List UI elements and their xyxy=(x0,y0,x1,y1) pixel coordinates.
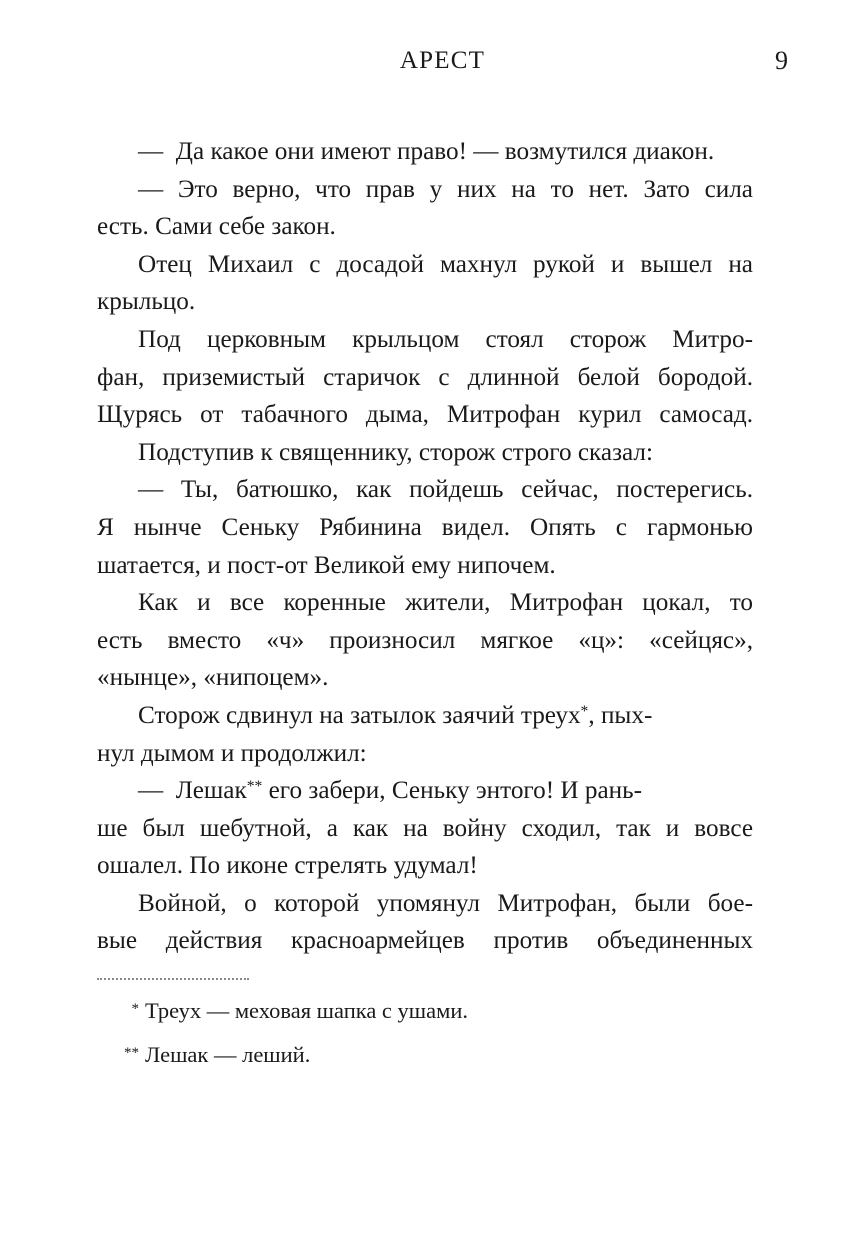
footnote-separator-rule xyxy=(97,978,249,982)
text-line: ше был шебутной, а как на войну сходил, так и вовсе xyxy=(97,814,753,842)
text-line: крыльцо. xyxy=(97,288,196,316)
text-line: вые действия красноармейцев против объединенных xyxy=(97,927,753,955)
text-line-tail: его забери, Сеньку энтого! И рань- xyxy=(262,777,643,805)
text-line: есть. Сами себе закон. xyxy=(97,213,336,241)
text-line: — Это верно, что прав у них на то нет. Зато сила xyxy=(138,175,753,203)
paragraph xyxy=(97,246,753,321)
footnote-marker: ** xyxy=(124,1045,139,1061)
footnote-item xyxy=(97,996,753,1026)
text-line: Как и все коренные жители, Митрофан цокал, то xyxy=(138,589,753,617)
text-line: Отец Михаил с досадой махнул рукой и вышел на xyxy=(138,250,753,278)
text-line-tail: , пых- xyxy=(588,701,653,729)
paragraph xyxy=(97,772,753,885)
paragraph xyxy=(97,133,753,171)
text-line: Подступив к священнику, сторож строго сказал: xyxy=(138,438,654,466)
text-line: «нынце», «нипоцем». xyxy=(97,664,329,692)
running-head-title: АРЕСТ xyxy=(399,47,486,74)
footnote-section xyxy=(97,978,753,1084)
footnote-reference-marker[interactable]: ** xyxy=(246,778,263,796)
footnote-text: Лешак — леший. xyxy=(145,1042,311,1067)
text-line: Щурясь от табачного дыма, Митрофан курил самосад. xyxy=(97,401,753,429)
footnote-item xyxy=(97,1040,753,1070)
body-text-block xyxy=(97,133,753,960)
paragraph xyxy=(97,584,753,697)
paragraph xyxy=(97,697,753,772)
paragraph xyxy=(97,171,753,246)
footnote-reference-marker[interactable]: * xyxy=(580,702,589,720)
page-number: 9 xyxy=(775,46,788,75)
text-line: ошалел. По иконе стрелять удумал! xyxy=(97,852,478,880)
paragraph xyxy=(97,471,753,584)
text-line: Войной, о которой упомянул Митрофан, были бое- xyxy=(138,889,753,917)
text-line: — Лешак** его забери, Сеньку энтого! И рань- xyxy=(138,777,643,805)
running-head xyxy=(97,44,788,78)
text-line: нул дымом и продолжил: xyxy=(97,739,367,767)
paragraph xyxy=(97,885,753,960)
text-line: — Ты, батюшко, как пойдешь сейчас, постерегись. xyxy=(138,476,753,504)
footnote-marker: * xyxy=(131,1001,139,1017)
text-line: — Да какое они имеют право! — возмутился диакон. xyxy=(138,138,715,165)
text-line: фан, приземистый старичок с длинной белой бородой. xyxy=(97,363,753,391)
footnote-text: Треух — меховая шапка с ушами. xyxy=(145,998,469,1023)
text-line: Сторож сдвинул на затылок заячий треух*, пых- xyxy=(138,701,653,729)
text-line: Под церковным крыльцом стоял сторож Митро- xyxy=(138,325,753,353)
text-line: шатается, и пост-от Великой ему нипочем. xyxy=(97,551,556,579)
paragraph xyxy=(97,321,753,434)
text-line: Я нынче Сеньку Рябинина видел. Опять с гармонью xyxy=(97,513,753,541)
footnote-list xyxy=(97,996,753,1070)
text-line: есть вместо «ч» произносил мягкое «ц»: «сейцяс», xyxy=(97,626,753,654)
paragraph xyxy=(97,434,753,472)
